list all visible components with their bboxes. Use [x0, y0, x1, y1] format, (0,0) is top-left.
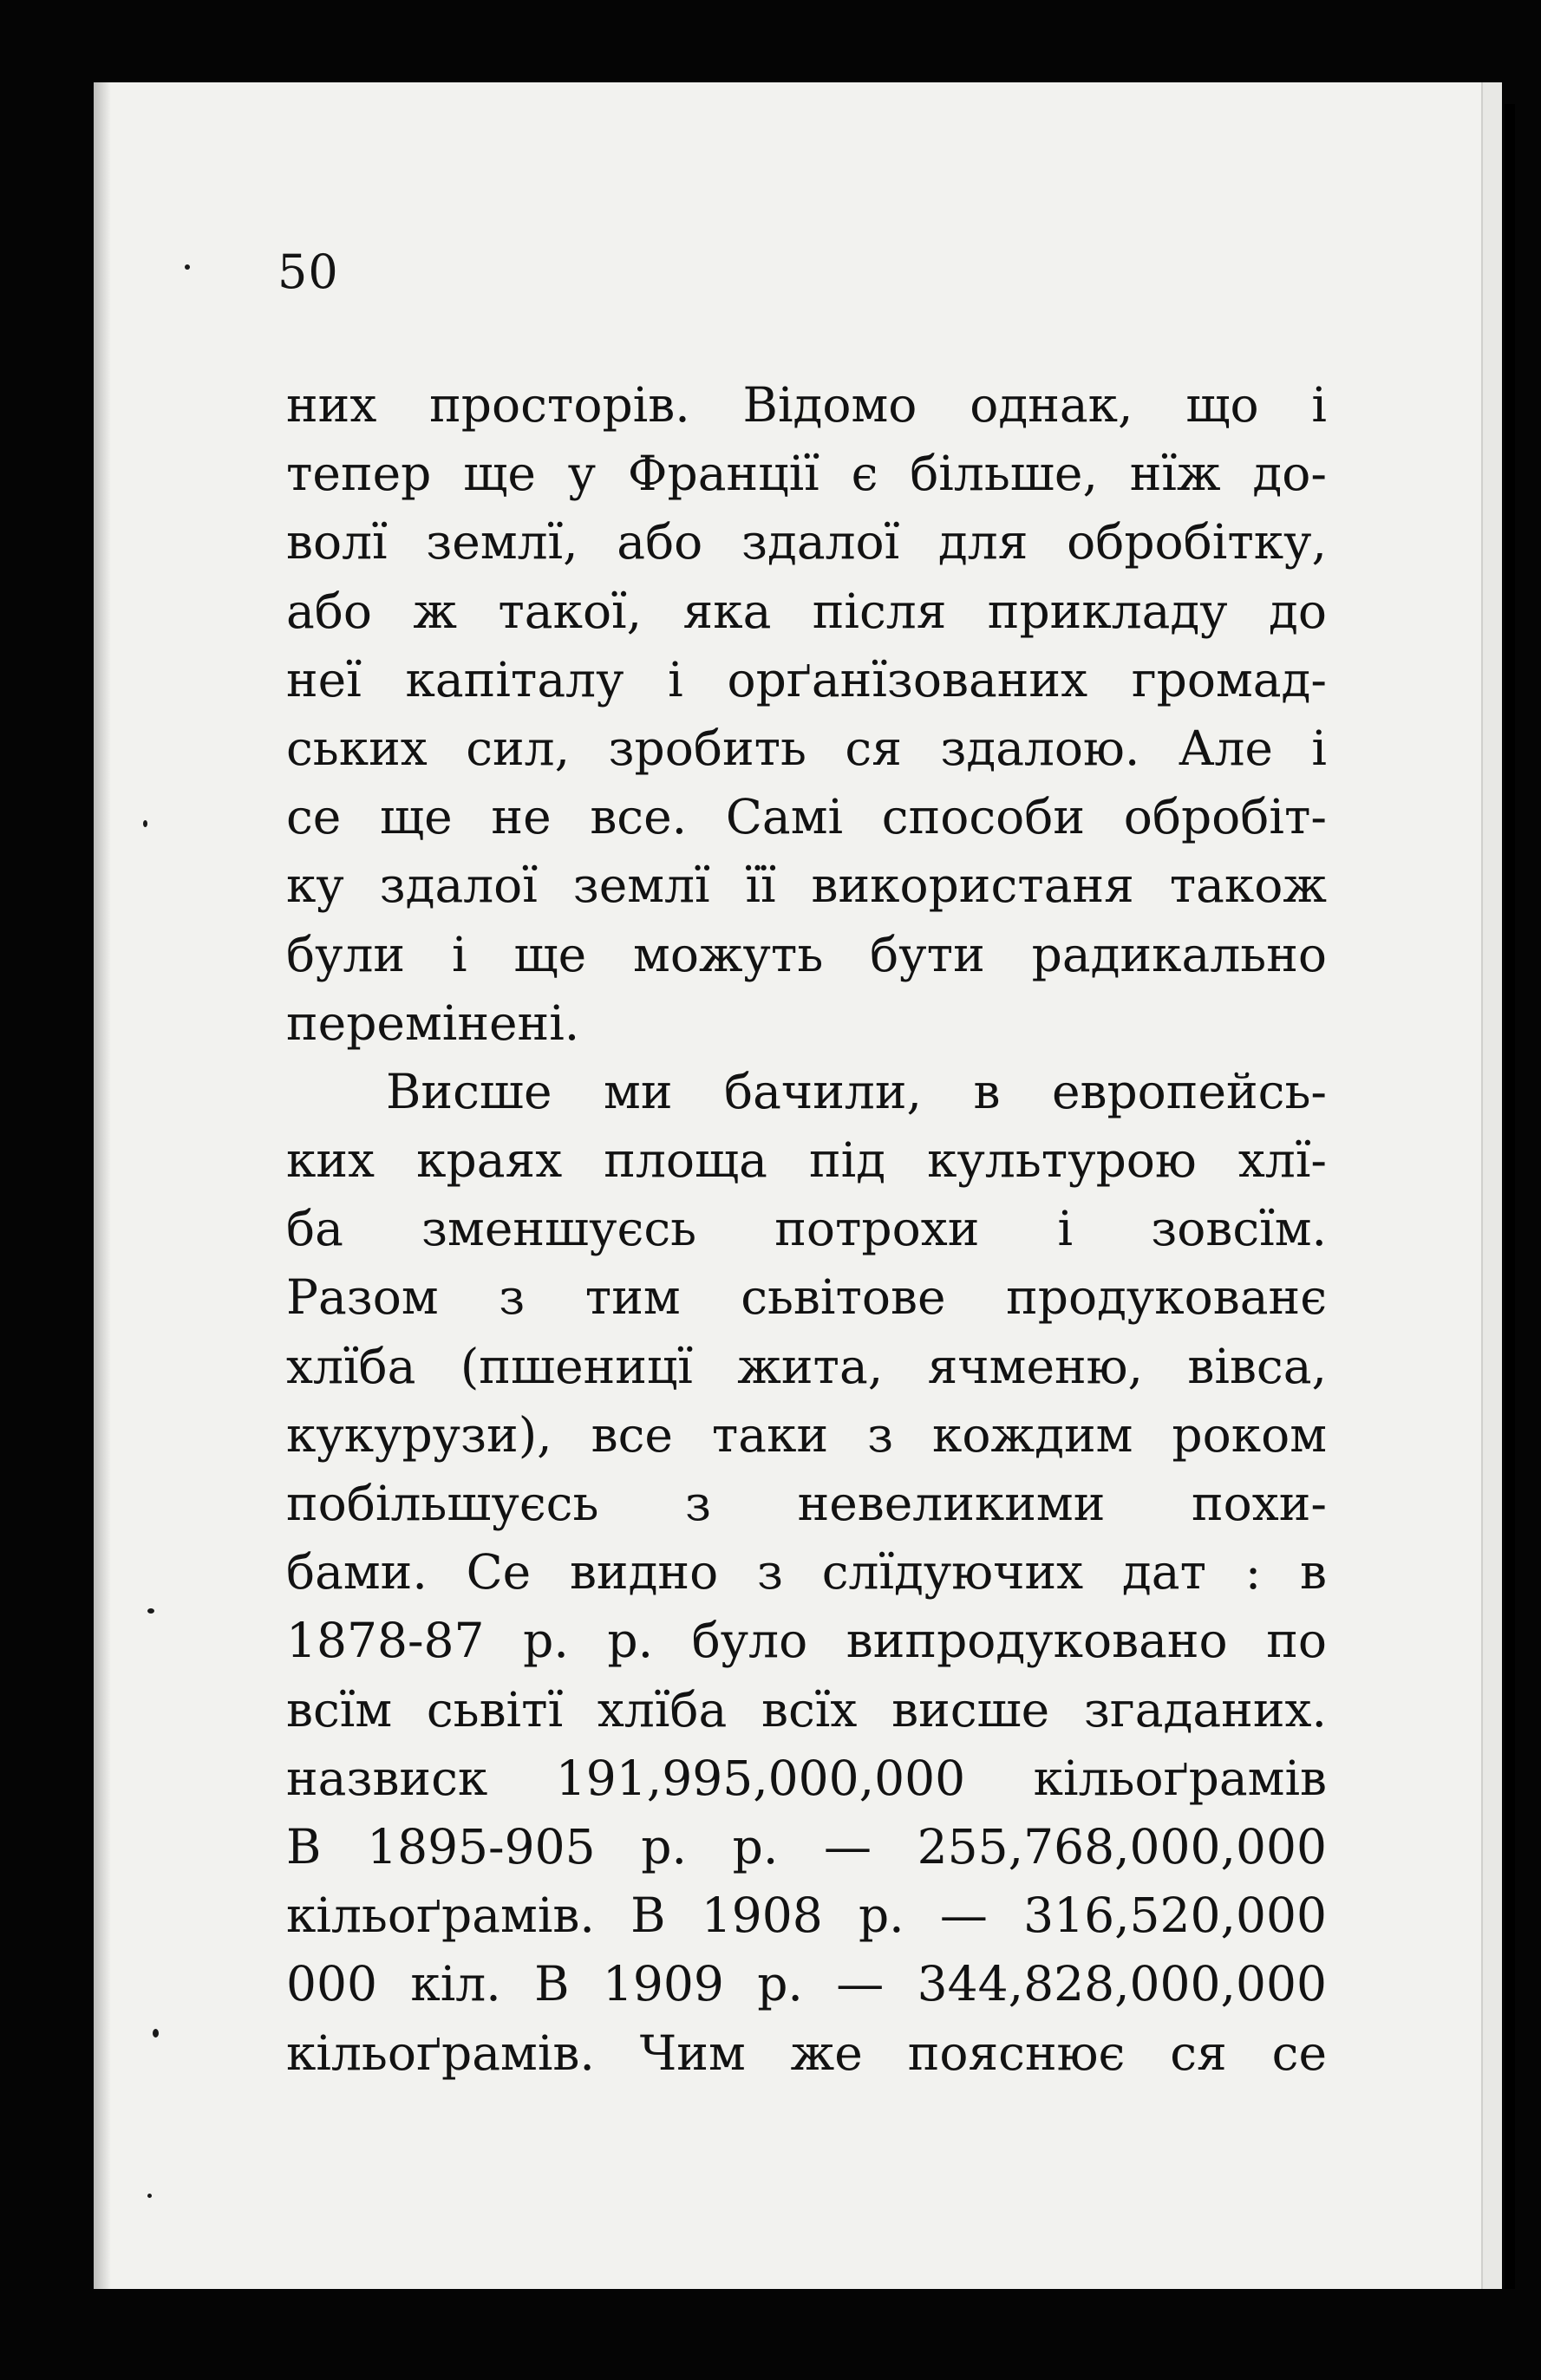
scan-speck: [185, 264, 190, 270]
text-line: 000 кіл. В 1909 р. — 344,828,000,000: [286, 1956, 1327, 2012]
text-line: ба зменшуєсь потрохи і зовсїм.: [286, 1201, 1327, 1257]
text-line: кукурузи), все таки з кождим роком: [286, 1406, 1327, 1463]
text-line: кільоґрамів. Чим же пояснює ся се: [286, 2025, 1327, 2081]
text-line: були і ще можуть бути радикально: [286, 926, 1327, 982]
page-right-edge: [1481, 82, 1502, 2289]
text-line: всїм сьвітї хлїба всїх висше згаданих.: [286, 1681, 1327, 1738]
text-line: них просторів. Відомо однак, що і: [286, 377, 1327, 433]
text-line: 1878-87 р. р. було випродуковано по: [286, 1613, 1327, 1669]
body-text: [286, 371, 1327, 2088]
scan-speck: [153, 2029, 159, 2038]
page-number: 50: [278, 245, 339, 299]
scan-speck: [147, 1608, 154, 1614]
text-line: се ще не все. Самі способи обробіт-: [286, 789, 1327, 845]
text-line: ських сил, зробить ся здалою. Але і: [286, 720, 1327, 776]
scan-speck: [147, 2194, 152, 2198]
scan-speck: [143, 820, 147, 827]
text-line: хлїба (пшеницї жита, ячменю, вівса,: [286, 1338, 1327, 1394]
text-line: Разом з тим сьвітове продукованє: [286, 1269, 1327, 1326]
text-line: волї землї, або здалої для обробітку,: [286, 514, 1327, 571]
text-line: бами. Се видно з слїдуючих дат : в: [286, 1544, 1327, 1601]
text-line: тепер ще у Франції є більше, нїж до-: [286, 446, 1327, 502]
text-line: кільоґрамів. В 1908 р. — 316,520,000: [286, 1888, 1327, 1944]
next-page-edge: [1505, 104, 1515, 2289]
text-line: ких краях площа під культурою хлї-: [286, 1132, 1327, 1189]
text-line: неї капіталу і орґанїзованих громад-: [286, 651, 1327, 707]
text-line: В 1895-905 р. р. — 255,768,000,000: [286, 1818, 1327, 1875]
text-line: назвиск 191,995,000,000 кільоґрамів: [286, 1750, 1327, 1806]
text-line: побільшуєсь з невеликими похи-: [286, 1476, 1327, 1531]
page-left-shadow: [94, 82, 111, 2289]
text-line: або ж такої, яка після прикладу до: [286, 583, 1327, 639]
paragraph-start-line: Висше ми бачили, в европейсь-: [386, 1063, 1327, 1119]
text-line: ку здалої землї її використаня також: [286, 857, 1327, 914]
text-line: перемінені.: [286, 994, 580, 1051]
